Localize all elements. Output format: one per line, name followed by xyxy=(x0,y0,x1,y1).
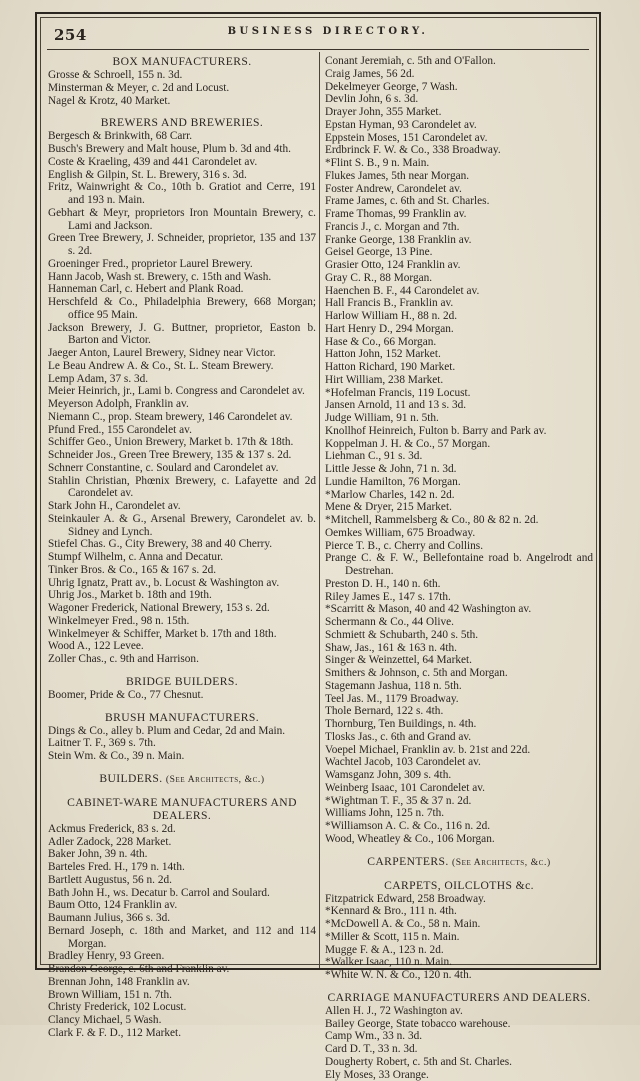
directory-entry: Hann Jacob, Wash st. Brewery, c. 15th and Wash. xyxy=(48,271,316,284)
directory-entry: Stein Wm. & Co., 39 n. Main. xyxy=(48,750,316,763)
see-also-reference: (See Architects, &c.) xyxy=(166,775,265,785)
directory-entry: Hanneman Carl, c. Hebert and Plank Road. xyxy=(48,283,316,296)
running-head: BUSINESS DIRECTORY. xyxy=(0,26,640,37)
directory-entry: Thole Bernard, 122 s. 4th. xyxy=(325,705,593,718)
section-title: BRUSH MANUFACTURERS. xyxy=(105,711,259,724)
directory-entry: Card D. T., 33 n. 3d. xyxy=(325,1043,593,1056)
directory-entry: Brennan John, 148 Franklin av. xyxy=(48,976,316,989)
directory-entry: Adler Zadock, 228 Market. xyxy=(48,836,316,849)
directory-entry: Schermann & Co., 44 Olive. xyxy=(325,616,593,629)
directory-entry: Uhrig Ignatz, Pratt av., b. Locust & Washington av. xyxy=(48,577,316,590)
directory-entry: Herschfeld & Co., Philadelphia Brewery, 668 Morgan; office 95 Main. xyxy=(48,296,316,322)
directory-entry: Groeninger Fred., proprietor Laurel Brewery. xyxy=(48,258,316,271)
directory-entry: Busch's Brewery and Malt house, Plum b. 3d and 4th. xyxy=(48,143,316,156)
section-heading-brush-manufacturers xyxy=(48,711,316,724)
directory-entry: Singer & Weinzettel, 64 Market. xyxy=(325,654,593,667)
directory-entry: Hart Henry D., 294 Morgan. xyxy=(325,323,593,336)
directory-entry: English & Gilpin, St. L. Brewery, 316 s. 3d. xyxy=(48,169,316,182)
directory-entry: Frame Thomas, 99 Franklin av. xyxy=(325,208,593,221)
directory-entry: Frame James, c. 6th and St. Charles. xyxy=(325,195,593,208)
directory-entry: Le Beau Andrew A. & Co., St. L. Steam Brewery. xyxy=(48,360,316,373)
directory-entry: Voepel Michael, Franklin av. b. 21st and 22d. xyxy=(325,744,593,757)
directory-entry: Baum Otto, 124 Franklin av. xyxy=(48,899,316,912)
directory-entry: Preston D. H., 140 n. 6th. xyxy=(325,578,593,591)
section-heading-carpenters xyxy=(325,855,593,870)
directory-entry: Ackmus Frederick, 83 s. 2d. xyxy=(48,823,316,836)
directory-entry: Williams John, 125 n. 7th. xyxy=(325,807,593,820)
directory-entry: Eppstein Moses, 151 Carondelet av. xyxy=(325,132,593,145)
directory-entry: Clark F. & F. D., 112 Market. xyxy=(48,1027,316,1040)
directory-entry: Stahlin Christian, Phœnix Brewery, c. Lafayette and 2d Carondelet av. xyxy=(48,475,316,501)
directory-entry: Hatton John, 152 Market. xyxy=(325,348,593,361)
directory-entry: Zoller Chas., c. 9th and Harrison. xyxy=(48,653,316,666)
directory-entry: Fitzpatrick Edward, 258 Broadway. xyxy=(325,893,593,906)
section-title: BRIDGE BUILDERS. xyxy=(126,675,238,688)
directory-entry: Nagel & Krotz, 40 Market. xyxy=(48,95,316,108)
directory-entry: Haenchen B. F., 44 Carondelet av. xyxy=(325,285,593,298)
section-title: BOX MANUFACTURERS. xyxy=(112,55,251,68)
directory-entry: Meyerson Adolph, Franklin av. xyxy=(48,398,316,411)
directory-entry: Wagoner Frederick, National Brewery, 153 s. 2d. xyxy=(48,602,316,615)
section-heading-bridge-builders xyxy=(48,675,316,688)
directory-entry: Allen H. J., 72 Washington av. xyxy=(325,1005,593,1018)
directory-entry: Jackson Brewery, J. G. Buttner, proprietor, Easton b. Barton and Victor. xyxy=(48,322,316,348)
directory-entry: *Hofelman Francis, 119 Locust. xyxy=(325,387,593,400)
directory-entry: Baumann Julius, 366 s. 3d. xyxy=(48,912,316,925)
directory-entry: Bergesch & Brinkwith, 68 Carr. xyxy=(48,130,316,143)
directory-entry: Wamsganz John, 309 s. 4th. xyxy=(325,769,593,782)
page-number: 254 xyxy=(54,26,87,44)
directory-entry: Ely Moses, 33 Orange. xyxy=(325,1069,593,1081)
directory-entry: Harlow William H., 88 n. 2d. xyxy=(325,310,593,323)
directory-entry: Bradley Henry, 93 Green. xyxy=(48,950,316,963)
directory-entry: Steinkauler A. & G., Arsenal Brewery, Carondelet av. b. Sidney and Lynch. xyxy=(48,513,316,539)
directory-entry: Gebhart & Meyr, proprietors Iron Mountain Brewery, c. Lami and Jackson. xyxy=(48,207,316,233)
section-title: BREWERS AND BREWERIES. xyxy=(101,116,263,129)
right-column xyxy=(325,55,593,1081)
directory-entry: Hatton Richard, 190 Market. xyxy=(325,361,593,374)
section-heading-builders xyxy=(48,772,316,787)
directory-entry: *Walker Isaac, 110 n. Main. xyxy=(325,956,593,969)
header-rule xyxy=(47,49,589,50)
directory-entry: Craig James, 56 2d. xyxy=(325,68,593,81)
section-title: BUILDERS. xyxy=(99,772,162,785)
directory-entry: Flukes James, 5th near Morgan. xyxy=(325,170,593,183)
directory-entry: Thornburg, Ten Buildings, n. 4th. xyxy=(325,718,593,731)
section-heading-brewers-and-breweries xyxy=(48,116,316,129)
directory-entry: Geisel George, 13 Pine. xyxy=(325,246,593,259)
section-heading-carriage-manufacturers-and-dealers xyxy=(325,991,593,1004)
directory-entry: *Scarritt & Mason, 40 and 42 Washington av. xyxy=(325,603,593,616)
directory-entry: Laitner T. F., 369 s. 7th. xyxy=(48,737,316,750)
directory-entry: *Marlow Charles, 142 n. 2d. xyxy=(325,489,593,502)
directory-entry: Lundie Hamilton, 76 Morgan. xyxy=(325,476,593,489)
directory-entry: Wachtel Jacob, 103 Carondelet av. xyxy=(325,756,593,769)
directory-entry: Boomer, Pride & Co., 77 Chesnut. xyxy=(48,689,316,702)
directory-entry: Mene & Dryer, 215 Market. xyxy=(325,501,593,514)
directory-entry: Stumpf Wilhelm, c. Anna and Decatur. xyxy=(48,551,316,564)
directory-entry: Riley James E., 147 s. 17th. xyxy=(325,591,593,604)
section-heading-box-manufacturers xyxy=(48,55,316,68)
section-title: CABINET-WARE MANUFACTURERS AND DEALERS. xyxy=(67,796,297,822)
directory-entry: *McDowell A. & Co., 58 n. Main. xyxy=(325,918,593,931)
directory-entry: Winkelmeyer Fred., 98 n. 15th. xyxy=(48,615,316,628)
directory-entry: Gray C. R., 88 Morgan. xyxy=(325,272,593,285)
directory-entry: Schnerr Constantine, c. Soulard and Carondelet av. xyxy=(48,462,316,475)
directory-entry: Dings & Co., alley b. Plum and Cedar, 2d and Main. xyxy=(48,725,316,738)
directory-entry: Schmiett & Schubarth, 240 s. 5th. xyxy=(325,629,593,642)
directory-entry: *Flint S. B., 9 n. Main. xyxy=(325,157,593,170)
directory-entry: Stiefel Chas. G., City Brewery, 38 and 40 Cherry. xyxy=(48,538,316,551)
directory-entry: Jansen Arnold, 11 and 13 s. 3d. xyxy=(325,399,593,412)
directory-entry: Epstan Hyman, 93 Carondelet av. xyxy=(325,119,593,132)
directory-entry: Fritz, Wainwright & Co., 10th b. Gratiot and Cerre, 191 and 193 n. Main. xyxy=(48,181,316,207)
directory-entry: Schneider Jos., Green Tree Brewery, 135 & 137 s. 2d. xyxy=(48,449,316,462)
section-heading-carpets-oilcloths-c xyxy=(325,879,593,892)
directory-entry: Prange C. & F. W., Bellefontaine road b. Angelrodt and Destrehan. xyxy=(325,552,593,578)
directory-entry: Grosse & Schroell, 155 n. 3d. xyxy=(48,69,316,82)
section-title: CARPENTERS. xyxy=(367,855,448,868)
directory-entry: Hirt William, 238 Market. xyxy=(325,374,593,387)
directory-entry: Weinberg Isaac, 101 Carondelet av. xyxy=(325,782,593,795)
directory-entry: Grasier Otto, 124 Franklin av. xyxy=(325,259,593,272)
directory-entry: Hall Francis B., Franklin av. xyxy=(325,297,593,310)
directory-entry: Knollhof Heinreich, Fulton b. Barry and Park av. xyxy=(325,425,593,438)
section-title: CARPETS, OILCLOTHS &c. xyxy=(384,879,534,892)
directory-entry: Mugge F. & A., 123 n. 2d. xyxy=(325,944,593,957)
directory-entry: Judge William, 91 n. 5th. xyxy=(325,412,593,425)
directory-entry: Bernard Joseph, c. 18th and Market, and 112 and 114 Morgan. xyxy=(48,925,316,951)
directory-entry: Dougherty Robert, c. 5th and St. Charles. xyxy=(325,1056,593,1069)
directory-entry: Baker John, 39 n. 4th. xyxy=(48,848,316,861)
directory-entry: Coste & Kraeling, 439 and 441 Carondelet av. xyxy=(48,156,316,169)
directory-entry: Camp Wm., 33 n. 3d. xyxy=(325,1030,593,1043)
directory-entry: Winkelmeyer & Schiffer, Market b. 17th and 18th. xyxy=(48,628,316,641)
directory-entry: Tinker Bros. & Co., 165 & 167 s. 2d. xyxy=(48,564,316,577)
directory-entry: Green Tree Brewery, J. Schneider, proprietor, 135 and 137 s. 2d. xyxy=(48,232,316,258)
directory-entry: Liehman C., 91 s. 3d. xyxy=(325,450,593,463)
directory-entry: Bartlett Augustus, 56 n. 2d. xyxy=(48,874,316,887)
directory-entry: Bailey George, State tobacco warehouse. xyxy=(325,1018,593,1031)
section-heading-cabinet-ware-manufacturers-and-dealers xyxy=(48,796,316,822)
directory-entry: Christy Frederick, 102 Locust. xyxy=(48,1001,316,1014)
directory-entry: Clancy Michael, 5 Wash. xyxy=(48,1014,316,1027)
directory-entry: *Mitchell, Rammelsberg & Co., 80 & 82 n. 2d. xyxy=(325,514,593,527)
directory-entry: Dekelmeyer George, 7 Wash. xyxy=(325,81,593,94)
directory-entry: Lemp Adam, 37 s. 3d. xyxy=(48,373,316,386)
directory-entry: Foster Andrew, Carondelet av. xyxy=(325,183,593,196)
directory-entry: Stagemann Jashua, 118 n. 5th. xyxy=(325,680,593,693)
directory-entry: *Miller & Scott, 115 n. Main. xyxy=(325,931,593,944)
directory-entry: Niemann C., prop. Steam brewery, 146 Carondelet av. xyxy=(48,411,316,424)
directory-entry: Brown William, 151 n. 7th. xyxy=(48,989,316,1002)
directory-entry: Koppelman J. H. & Co., 57 Morgan. xyxy=(325,438,593,451)
directory-entry: Stark John H., Carondelet av. xyxy=(48,500,316,513)
directory-entry: *Kennard & Bro., 111 n. 4th. xyxy=(325,905,593,918)
directory-entry: Pfund Fred., 155 Carondelet av. xyxy=(48,424,316,437)
directory-entry: Uhrig Jos., Market b. 18th and 19th. xyxy=(48,589,316,602)
directory-entry: Jaeger Anton, Laurel Brewery, Sidney near Victor. xyxy=(48,347,316,360)
directory-entry: Minsterman & Meyer, c. 2d and Locust. xyxy=(48,82,316,95)
directory-entry: Wood A., 122 Levee. xyxy=(48,640,316,653)
directory-entry: Devlin John, 6 s. 3d. xyxy=(325,93,593,106)
directory-entry: Drayer John, 355 Market. xyxy=(325,106,593,119)
directory-entry: Little Jesse & John, 71 n. 3d. xyxy=(325,463,593,476)
directory-entry: Franke George, 138 Franklin av. xyxy=(325,234,593,247)
directory-entry: Smithers & Johnson, c. 5th and Morgan. xyxy=(325,667,593,680)
directory-entry: Meier Heinrich, jr., Lami b. Congress and Carondelet av. xyxy=(48,385,316,398)
directory-entry: *Wightman T. F., 35 & 37 n. 2d. xyxy=(325,795,593,808)
directory-entry: Schiffer Geo., Union Brewery, Market b. 17th & 18th. xyxy=(48,436,316,449)
directory-entry: Wood, Wheatley & Co., 106 Morgan. xyxy=(325,833,593,846)
directory-entry: Brandon George, c. 6th and Franklin av. xyxy=(48,963,316,976)
see-also-reference: (See Architects, &c.) xyxy=(452,858,551,868)
left-column xyxy=(48,55,316,1040)
directory-entry: Oemkes William, 675 Broadway. xyxy=(325,527,593,540)
section-title: CARRIAGE MANUFACTURERS AND DEALERS. xyxy=(327,991,590,1004)
directory-entry: *White W. N. & Co., 120 n. 4th. xyxy=(325,969,593,982)
directory-entry: Tlosks Jas., c. 6th and Grand av. xyxy=(325,731,593,744)
directory-entry: Shaw, Jas., 161 & 163 n. 4th. xyxy=(325,642,593,655)
column-divider xyxy=(319,52,320,968)
directory-entry: Francis J., c. Morgan and 7th. xyxy=(325,221,593,234)
directory-entry: Barteles Fred. H., 179 n. 14th. xyxy=(48,861,316,874)
directory-entry: Teel Jas. M., 1179 Broadway. xyxy=(325,693,593,706)
directory-entry: Bath John H., ws. Decatur b. Carrol and Soulard. xyxy=(48,887,316,900)
directory-entry: Erdbrinck F. W. & Co., 338 Broadway. xyxy=(325,144,593,157)
directory-entry: Hase & Co., 66 Morgan. xyxy=(325,336,593,349)
directory-entry: *Williamson A. C. & Co., 116 n. 2d. xyxy=(325,820,593,833)
directory-entry: Conant Jeremiah, c. 5th and O'Fallon. xyxy=(325,55,593,68)
directory-entry: Pierce T. B., c. Cherry and Collins. xyxy=(325,540,593,553)
